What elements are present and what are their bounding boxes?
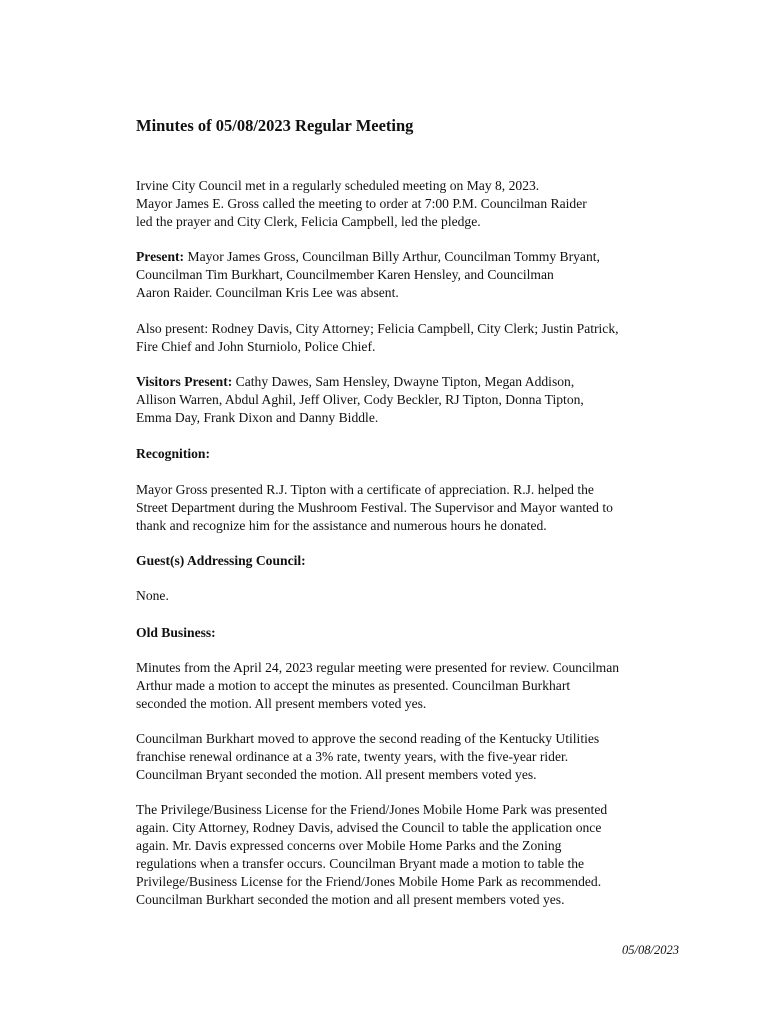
- old-business-line: Councilman Bryant seconded the motion. All present members voted yes.: [136, 767, 537, 782]
- old-business-line: The Privilege/Business License for the Friend/Jones Mobile Home Park was presented: [136, 802, 608, 817]
- old-business-line: again. City Attorney, Rodney Davis, advised the Council to table the application once: [136, 820, 602, 835]
- old-business-line: seconded the motion. All present members voted yes.: [136, 696, 427, 711]
- visitors-line: Allison Warren, Abdul Aghil, Jeff Oliver, Cody Beckler, RJ Tipton, Donna Tipton,: [136, 392, 584, 407]
- present-paragraph: [136, 248, 696, 302]
- old-business-paragraph: [136, 659, 696, 713]
- also-present-line: Fire Chief and John Sturniolo, Police Chief.: [136, 339, 376, 354]
- visitors-label: Visitors Present:: [136, 374, 233, 389]
- present-line: Aaron Raider. Councilman Kris Lee was absent.: [136, 285, 399, 300]
- recognition-line: Mayor Gross presented R.J. Tipton with a certificate of appreciation. R.J. helped the: [136, 482, 594, 497]
- recognition-line: thank and recognize him for the assistance and numerous hours he donated.: [136, 518, 547, 533]
- visitors-line: Emma Day, Frank Dixon and Danny Biddle.: [136, 410, 379, 425]
- old-business-line: regulations when a transfer occurs. Councilman Bryant made a motion to table the: [136, 856, 585, 871]
- footer-date: 05/08/2023: [622, 943, 679, 957]
- recognition-heading: Recognition:: [136, 446, 211, 461]
- also-present-line: Also present: Rodney Davis, City Attorney; Felicia Campbell, City Clerk; Justin Patrick,: [136, 321, 619, 336]
- old-business-line: again. Mr. Davis expressed concerns over Mobile Home Parks and the Zoning: [136, 838, 562, 853]
- old-business-line: Arthur made a motion to accept the minutes as presented. Councilman Burkhart: [136, 678, 571, 693]
- intro-line: Irvine City Council met in a regularly scheduled meeting on May 8, 2023.: [136, 178, 540, 193]
- old-business-paragraph: [136, 801, 696, 909]
- guests-text: None.: [136, 588, 169, 603]
- present-text: Mayor James Gross, Councilman Billy Arthur, Councilman Tommy Bryant,: [184, 249, 600, 264]
- old-business-line: Privilege/Business License for the Friend/Jones Mobile Home Park as recommended.: [136, 874, 602, 889]
- old-business-heading: Old Business:: [136, 625, 216, 640]
- present-line: Councilman Tim Burkhart, Councilmember Karen Hensley, and Councilman: [136, 267, 554, 282]
- recognition-paragraph: [136, 481, 696, 535]
- intro-line: led the prayer and City Clerk, Felicia Campbell, led the pledge.: [136, 214, 481, 229]
- visitors-paragraph: [136, 373, 696, 427]
- old-business-line: franchise renewal ordinance at a 3% rate, twenty years, with the five-year rider.: [136, 749, 569, 764]
- old-business-line: Councilman Burkhart seconded the motion and all present members voted yes.: [136, 892, 565, 907]
- page-title: Minutes of 05/08/2023 Regular Meeting: [136, 116, 414, 135]
- guests-heading: Guest(s) Addressing Council:: [136, 553, 306, 568]
- present-label: Present:: [136, 249, 185, 264]
- intro-paragraph: [136, 177, 696, 231]
- also-present-paragraph: [136, 320, 696, 356]
- intro-line: Mayor James E. Gross called the meeting to order at 7:00 P.M. Councilman Raider: [136, 196, 587, 211]
- old-business-paragraph: [136, 730, 696, 784]
- recognition-line: Street Department during the Mushroom Festival. The Supervisor and Mayor wanted to: [136, 500, 613, 515]
- old-business-line: Councilman Burkhart moved to approve the second reading of the Kentucky Utilities: [136, 731, 600, 746]
- visitors-text: Cathy Dawes, Sam Hensley, Dwayne Tipton, Megan Addison,: [232, 374, 575, 389]
- old-business-line: Minutes from the April 24, 2023 regular meeting were presented for review. Councilman: [136, 660, 620, 675]
